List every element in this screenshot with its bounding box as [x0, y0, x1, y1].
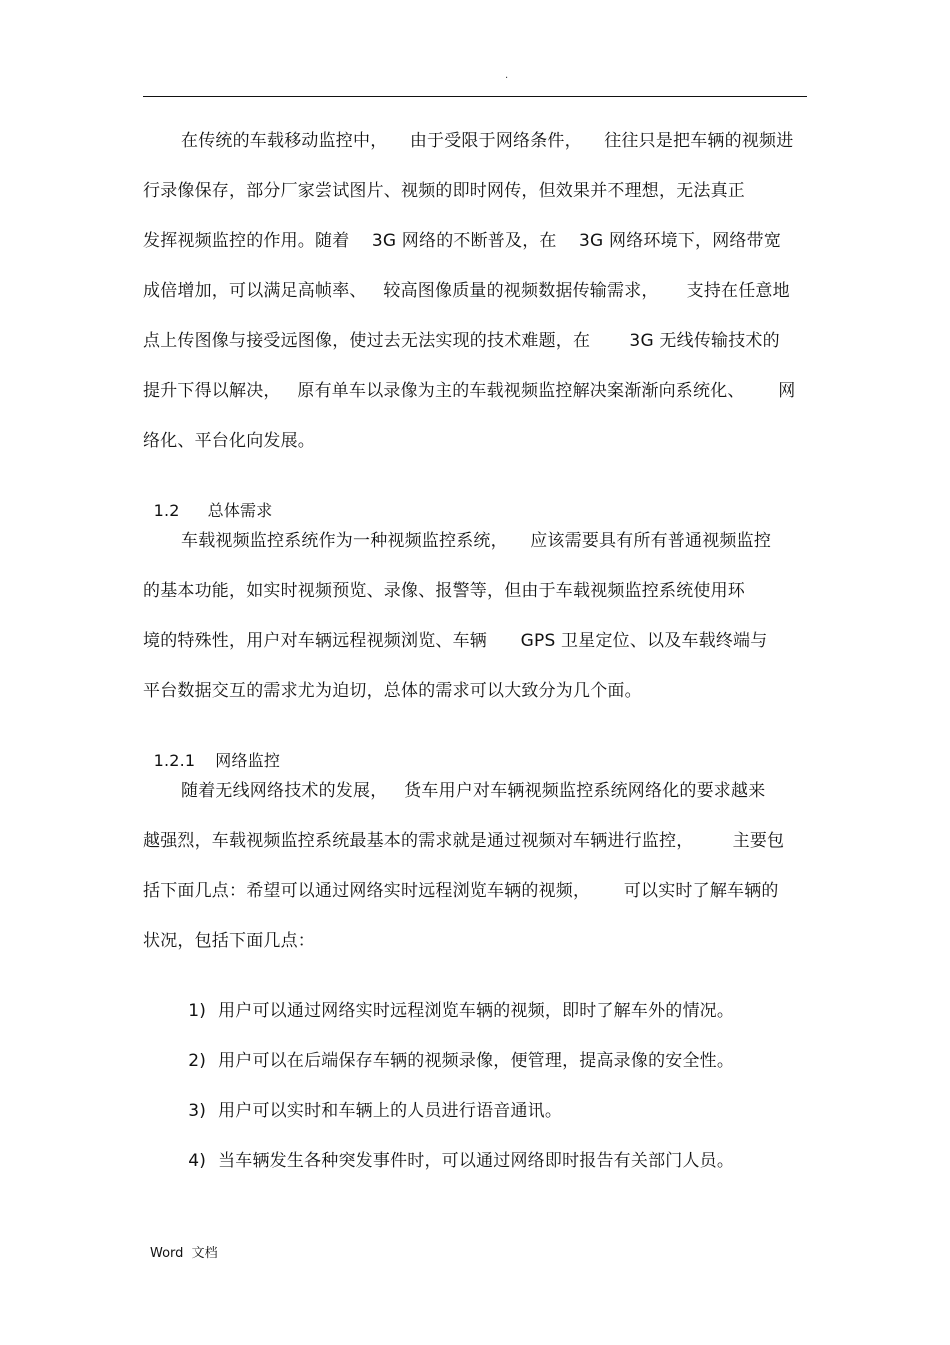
- footer-label: Word 文档: [150, 1246, 218, 1261]
- section-title: 网络监控: [215, 751, 281, 770]
- list-item-number: 2): [188, 1051, 207, 1071]
- list-item-text: 用户可以在后端保存车辆的视频录像，便管理，提高录像的安全性。: [218, 1051, 735, 1071]
- paragraph-3-line-1: 随着无线网络技术的发展， 货车用户对车辆视频监控系统网络化的要求越来: [181, 781, 766, 801]
- section-number: 1.2.1: [153, 751, 196, 770]
- paragraph-1-line-4: 成倍增加，可以满足高帧率、 较高图像质量的视频数据传输需求， 支持在任意地: [143, 281, 790, 301]
- paragraph-1-line-1: 在传统的车载移动监控中， 由于受限于网络条件， 往往只是把车辆的视频进: [181, 131, 794, 151]
- paragraph-1-line-2: 行录像保存，部分厂家尝试图片、视频的即时网传，但效果并不理想，无法真正: [143, 181, 745, 201]
- section-1-2-heading: [143, 481, 272, 521]
- list-item: [177, 981, 734, 1021]
- paragraph-2-line-2: 的基本功能，如实时视频预览、录像、报警等，但由于车载视频监控系统使用环: [143, 581, 745, 601]
- paragraph-2-line-3: 境的特殊性，用户对车辆远程视频浏览、车辆 GPS 卫星定位、以及车载终端与: [143, 631, 768, 651]
- paragraph-1-line-7: 络化、平台化向发展。: [143, 431, 315, 451]
- list-item: [177, 1081, 562, 1121]
- list-item: [177, 1131, 734, 1171]
- list-item-text: 当车辆发生各种突发事件时，可以通过网络即时报告有关部门人员。: [218, 1151, 735, 1171]
- list-item-text: 用户可以通过网络实时远程浏览车辆的视频，即时了解车外的情况。: [218, 1001, 735, 1021]
- list-item-number: 3): [188, 1101, 207, 1121]
- section-title: 总体需求: [207, 501, 273, 520]
- header-rule: [143, 96, 807, 97]
- list-item-text: 用户可以实时和车辆上的人员进行语音通讯。: [218, 1101, 563, 1121]
- paragraph-3-line-4: 状况，包括下面几点：: [143, 931, 315, 951]
- paragraph-3-line-3: 括下面几点：希望可以通过网络实时远程浏览车辆的视频， 可以实时了解车辆的: [143, 881, 779, 901]
- header-dot: .: [505, 70, 509, 81]
- paragraph-1-line-5: 点上传图像与接受远图像，使过去无法实现的技术难题，在 3G 无线传输技术的: [143, 331, 780, 351]
- section-1-2-1-heading: [143, 731, 280, 771]
- paragraph-2-line-1: 车载视频监控系统作为一种视频监控系统， 应该需要具有所有普通视频监控: [181, 531, 772, 551]
- paragraph-1-line-3: 发挥视频监控的作用。随着 3G 网络的不断普及，在 3G 网络环境下，网络带宽: [143, 231, 782, 251]
- paragraph-3-line-2: 越强烈，车载视频监控系统最基本的需求就是通过视频对车辆进行监控， 主要包: [143, 831, 785, 851]
- paragraph-1-line-6: 提升下得以解决， 原有单车以录像为主的车载视频监控解决案渐渐向系统化、 网: [143, 381, 796, 401]
- list-item-number: 4): [188, 1151, 207, 1171]
- paragraph-2-line-4: 平台数据交互的需求尤为迫切，总体的需求可以大致分为几个面。: [143, 681, 642, 701]
- section-number: 1.2: [153, 501, 180, 520]
- list-item-number: 1): [188, 1001, 207, 1021]
- list-item: [177, 1031, 734, 1071]
